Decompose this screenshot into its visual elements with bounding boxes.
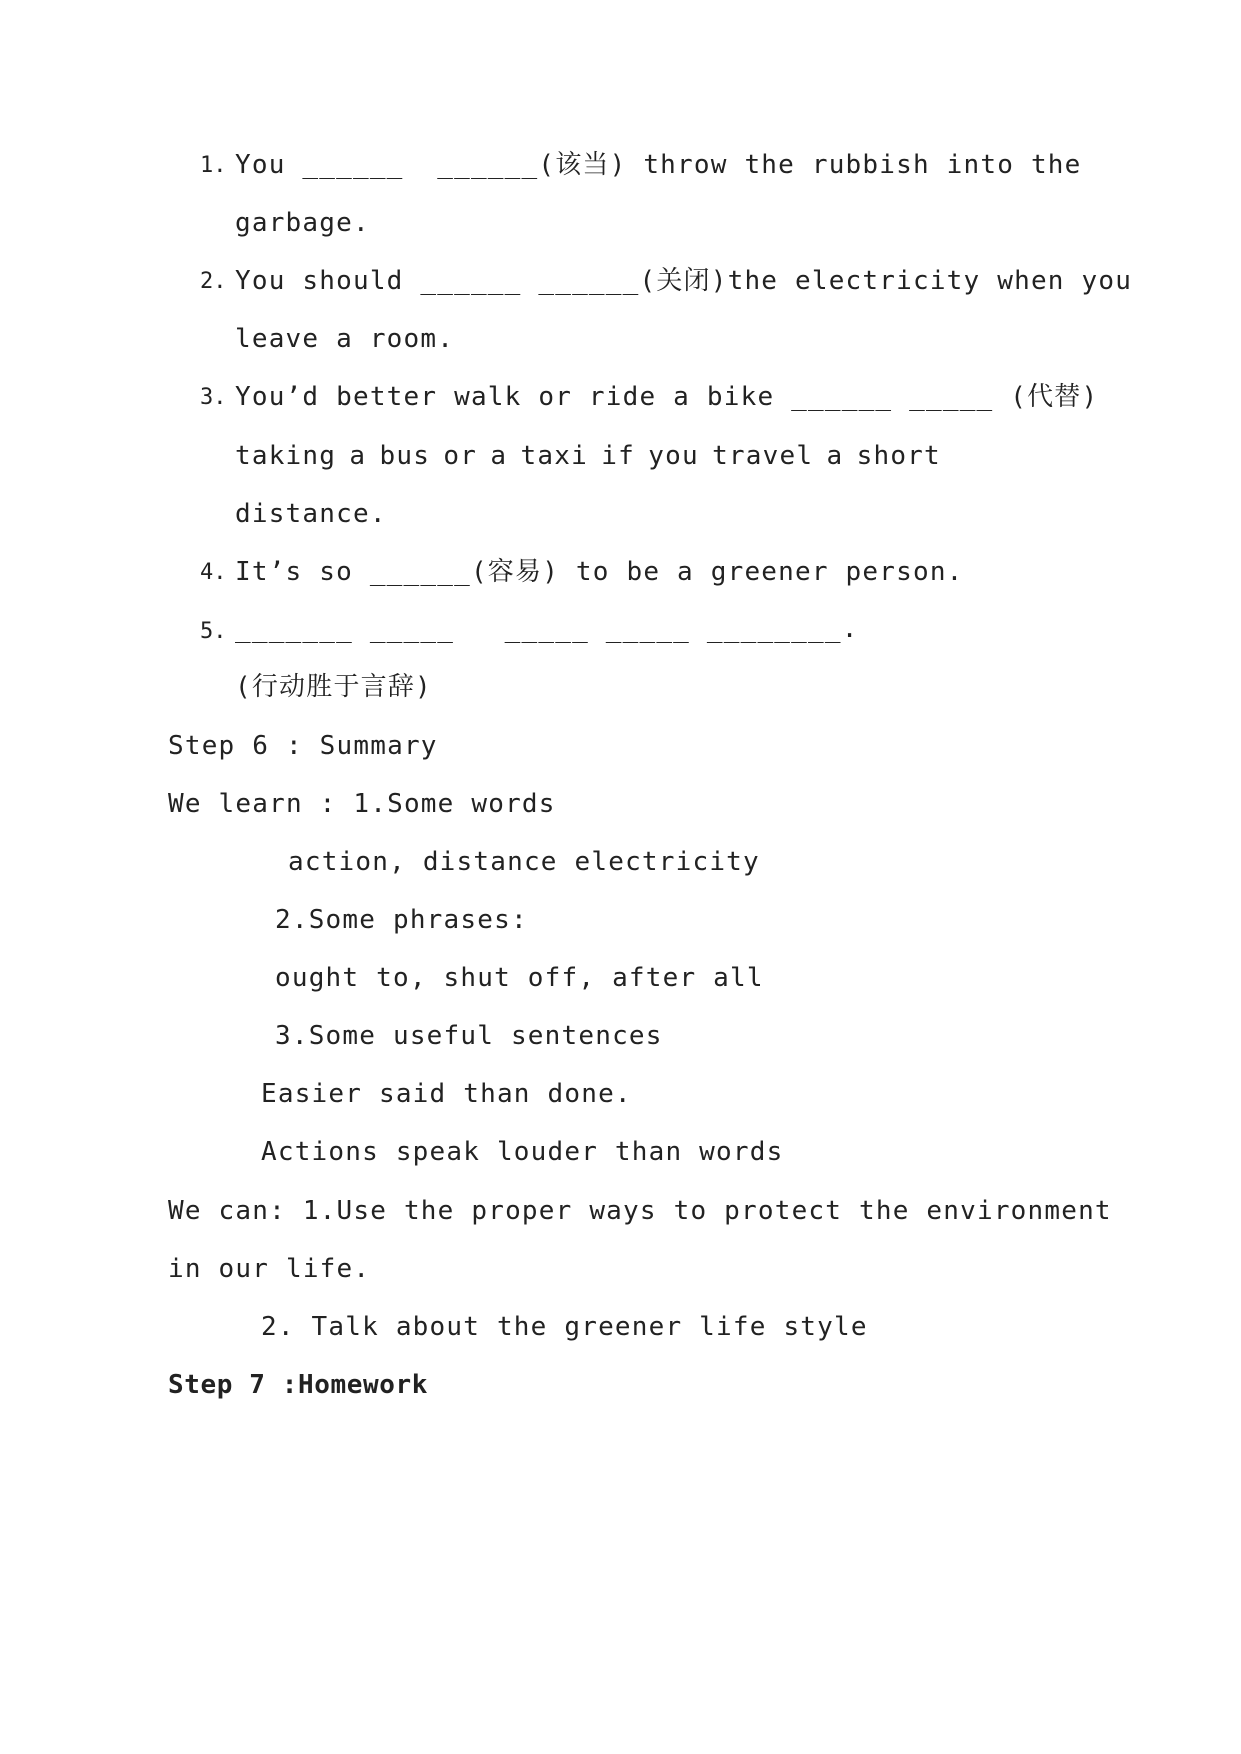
item-3-line-2-w9: travel bbox=[712, 441, 814, 471]
summary-we-can-2: 2. Talk about the greener life style bbox=[261, 1312, 868, 1342]
item-3-line-2-w10: a bbox=[826, 441, 844, 471]
item-2-number: 2. bbox=[200, 269, 227, 294]
summary-we-learn: We learn : 1.Some words bbox=[168, 789, 556, 819]
item-3-line-2-w7: if bbox=[601, 441, 635, 471]
summary-sentences-title: 3.Some useful sentences bbox=[275, 1021, 663, 1051]
item-3-line-3: distance. bbox=[235, 499, 387, 529]
summary-words: action, distance electricity bbox=[288, 847, 760, 877]
item-3-line-2-w6: taxi bbox=[520, 441, 588, 471]
item-3-line-2-w1: taking bbox=[235, 441, 337, 471]
item-1-number: 1. bbox=[200, 153, 227, 178]
item-3-line-2-w3: bus bbox=[379, 441, 431, 471]
item-4-line-1: It’s so ______(容易) to be a greener person. bbox=[235, 557, 964, 587]
homework-heading: Step 7 :Homework bbox=[168, 1370, 429, 1400]
item-5-line-2: (行动胜于言辞) bbox=[235, 672, 432, 702]
item-5-number: 5. bbox=[200, 619, 227, 644]
summary-we-can-1: We can: 1.Use the proper ways to protect the environment bbox=[168, 1196, 1112, 1226]
item-1-line-1: You ______ ______(该当) throw the rubbish into the bbox=[235, 150, 1082, 180]
summary-heading: Step 6 : Summary bbox=[168, 731, 438, 761]
item-3-line-2 bbox=[235, 441, 941, 471]
summary-phrases: ought to, shut off, after all bbox=[275, 963, 764, 993]
summary-sentence-1: Easier said than done. bbox=[261, 1079, 632, 1109]
summary-phrases-title: 2.Some phrases: bbox=[275, 905, 528, 935]
summary-sentence-2: Actions speak louder than words bbox=[261, 1137, 784, 1167]
item-4-number: 4. bbox=[200, 560, 227, 585]
item-3-line-2-w5: a bbox=[490, 441, 508, 471]
item-3-line-2-w11: short bbox=[856, 441, 941, 471]
item-3-number: 3. bbox=[200, 385, 227, 410]
item-3-line-2-w8: you bbox=[648, 441, 699, 471]
summary-we-can-1-cont: in our life. bbox=[168, 1254, 371, 1284]
item-2-line-1: You should ______ ______(关闭)the electricity when you bbox=[235, 266, 1133, 296]
item-3-line-2-w2: a bbox=[349, 441, 367, 471]
item-3-line-1: You’d better walk or ride a bike ______ _____ (代替) bbox=[235, 382, 1099, 412]
item-5-line-1: _______ _____ _____ _____ ________. bbox=[235, 614, 859, 644]
item-2-line-2: leave a room. bbox=[235, 324, 455, 354]
item-3-line-2-w4: or bbox=[443, 441, 478, 471]
item-1-line-2: garbage. bbox=[235, 208, 370, 238]
